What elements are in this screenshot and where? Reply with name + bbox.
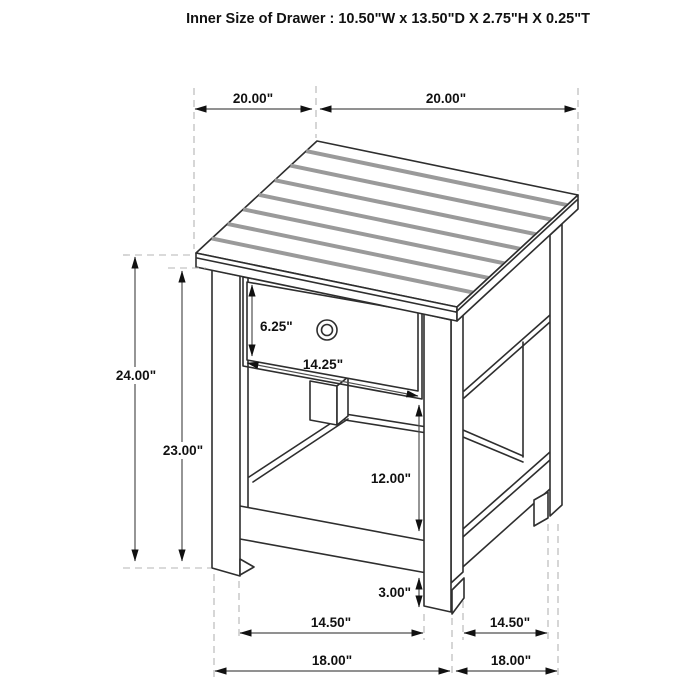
side-mid-rail-bottom <box>464 322 550 398</box>
divider-front-face <box>310 381 337 425</box>
shelf-left-edge-inner <box>253 419 348 482</box>
front-right-leg-foot <box>452 578 464 614</box>
dim-drawer-front-height-label: 6.25" <box>260 319 293 334</box>
shelf-front-rail-bottom <box>240 539 427 573</box>
dim-shelf-clearance-label: 12.00" <box>370 471 411 486</box>
dim-shelf-floor-gap <box>378 578 419 607</box>
dim-overall-height-label: 24.00" <box>115 368 157 383</box>
back-right-leg <box>534 224 562 526</box>
back-right-leg-face <box>550 224 562 516</box>
side-mid-rail-top <box>464 315 550 391</box>
dim-side-depth-outer <box>456 653 557 671</box>
dim-front-width-outer <box>215 653 450 671</box>
dim-overall-height <box>109 257 163 561</box>
side-panel <box>455 315 550 574</box>
front-left-leg-foot <box>240 559 254 575</box>
shelf-front-rail-top <box>240 506 427 541</box>
shelf-back-rail-top <box>345 414 427 427</box>
dim-top-depth <box>195 91 312 109</box>
lower-shelf <box>240 414 427 573</box>
dim-front-leg-span <box>240 615 423 633</box>
front-left-leg-face <box>212 270 240 576</box>
dim-shelf-floor-gap-label: 3.00" <box>378 585 411 600</box>
dim-height-under-top-label: 23.00" <box>162 443 204 458</box>
side-shelf-back-edge-inner <box>463 437 523 462</box>
dim-height-under-top <box>156 271 210 561</box>
end-table-drawing <box>196 141 578 614</box>
front-right-leg <box>424 309 464 614</box>
dim-front-width-outer-label: 18.00" <box>311 653 353 668</box>
dim-side-leg-span <box>464 615 547 633</box>
dim-top-width <box>320 91 576 109</box>
dim-front-leg-span-label: 14.50" <box>310 615 352 630</box>
dim-side-depth-outer-label: 18.00" <box>490 653 532 668</box>
front-right-leg-face <box>424 314 451 612</box>
dim-side-leg-span-label: 14.50" <box>489 615 531 630</box>
side-shelf-back-edge <box>463 430 523 456</box>
dim-top-depth-label: 20.00" <box>232 91 274 106</box>
back-right-leg-foot <box>534 492 548 526</box>
shelf-back-rail-bottom <box>345 420 427 433</box>
front-right-leg-side <box>451 309 463 583</box>
dim-drawer-front-width-label: 14.25" <box>302 357 344 372</box>
diagram-title: Inner Size of Drawer : 10.50"W x 13.50"D X 2.75"H X 0.25"T <box>186 11 590 27</box>
dim-top-width-label: 20.00" <box>425 91 467 106</box>
